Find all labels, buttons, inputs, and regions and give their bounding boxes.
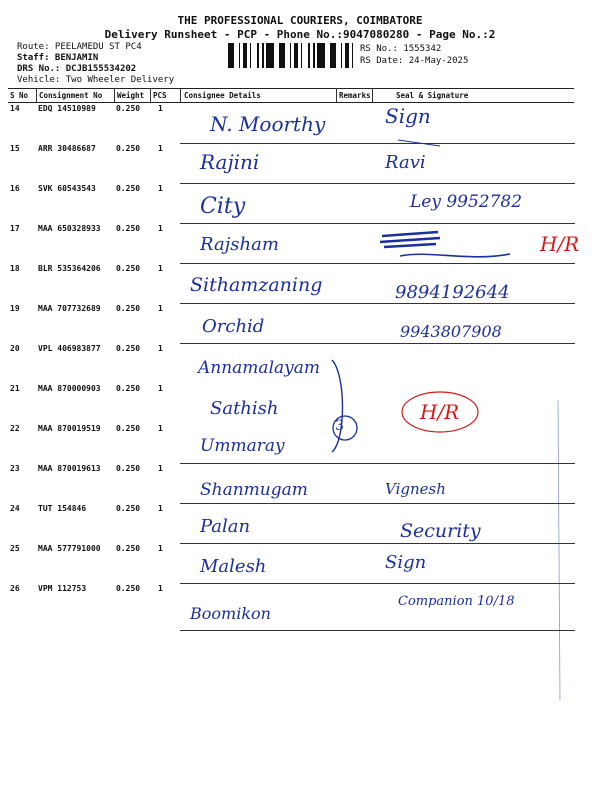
consignment-number: TUT 154846 — [38, 504, 87, 513]
consignee-handwriting: City — [200, 194, 246, 219]
signature-handwriting: Security — [400, 520, 481, 542]
pcs-count: 1 — [158, 224, 163, 233]
consignment-number: MAA 870000903 — [38, 384, 101, 393]
rs-number: RS No.: 1555342 — [360, 44, 442, 54]
company-title: THE PROFESSIONAL COURIERS, COIMBATORE — [177, 14, 423, 27]
pcs-count: 1 — [158, 184, 163, 193]
pcs-count: 1 — [158, 424, 163, 433]
col-consignment: Consignment No — [39, 91, 103, 100]
remark-red-mark: H/R — [540, 232, 580, 256]
weight-value: 0.250 — [116, 144, 141, 153]
signature-handwriting: Companion 10/18 — [398, 594, 515, 609]
consignee-handwriting: N. Moorthy — [210, 112, 326, 136]
consignment-number: SVK 60543543 — [38, 184, 96, 193]
serial-number: 25 — [10, 544, 20, 553]
consignee-handwriting: Boomikon — [190, 604, 271, 623]
pcs-count: 1 — [158, 544, 163, 553]
weight-value: 0.250 — [116, 424, 141, 433]
weight-value: 0.250 — [116, 464, 141, 473]
consignment-number: BLR 535364206 — [38, 264, 101, 273]
consignment-number: ARR 30486687 — [38, 144, 96, 153]
col-remarks: Remarks — [339, 91, 371, 100]
pcs-count: 1 — [158, 264, 163, 273]
weight-value: 0.250 — [116, 344, 141, 353]
consignee-handwriting: Annamalayam — [198, 358, 320, 378]
consignment-number: MAA 650328933 — [38, 224, 101, 233]
serial-number: 16 — [10, 184, 20, 193]
consignment-number: VPL 406983877 — [38, 344, 101, 353]
pcs-count: 1 — [158, 504, 163, 513]
pcs-count: 1 — [158, 464, 163, 473]
signature-handwriting: Ley 9952782 — [410, 192, 523, 212]
signature-handwriting: Sign — [385, 552, 427, 573]
serial-number: 24 — [10, 504, 20, 513]
consignee-handwriting: Shanmugam — [200, 480, 308, 500]
consignee-handwriting: Rajsham — [200, 234, 279, 255]
col-pcs: PCS — [153, 91, 167, 100]
weight-value: 0.250 — [116, 224, 141, 233]
signature-handwriting: Vignesh — [385, 480, 446, 498]
consignee-handwriting: Sathish — [210, 398, 279, 419]
serial-number: 20 — [10, 344, 20, 353]
consignment-number: MAA 707732689 — [38, 304, 101, 313]
remark-red-mark: H/R — [420, 400, 460, 424]
col-seal-signature: Seal & Signature — [396, 91, 469, 100]
serial-number: 21 — [10, 384, 20, 393]
weight-value: 0.250 — [116, 504, 141, 513]
rs-date: RS Date: 24-May-2025 — [360, 56, 469, 66]
bracket-count: 3 — [335, 418, 344, 434]
consignee-handwriting: Rajini — [200, 150, 260, 174]
serial-number: 18 — [10, 264, 20, 273]
consignee-handwriting: Palan — [200, 516, 251, 537]
weight-value: 0.250 — [116, 264, 141, 273]
staff-label: Staff: BENJAMIN — [17, 53, 99, 63]
serial-number: 22 — [10, 424, 20, 433]
pcs-count: 1 — [158, 384, 163, 393]
signature-handwriting: Ravi — [385, 152, 426, 173]
signature-handwriting: 9894192644 — [395, 282, 510, 303]
pcs-count: 1 — [158, 344, 163, 353]
route-label: Route: PEELAMEDU ST PC4 — [17, 42, 142, 52]
consignment-number: MAA 870019613 — [38, 464, 101, 473]
consignee-handwriting: Ummaray — [200, 436, 285, 456]
consignment-number: VPM 112753 — [38, 584, 87, 593]
consignment-number: MAA 577791000 — [38, 544, 101, 553]
col-sno: S No — [10, 91, 29, 100]
signature-handwriting: 9943807908 — [400, 322, 502, 341]
col-consignee: Consignee Details — [184, 91, 261, 100]
weight-value: 0.250 — [116, 384, 141, 393]
pcs-count: 1 — [158, 144, 163, 153]
consignee-handwriting: Orchid — [202, 316, 265, 337]
pcs-count: 1 — [158, 584, 163, 593]
vehicle-label: Vehicle: Two Wheeler Delivery — [17, 75, 175, 85]
drs-label: DRS No.: DCJB155534202 — [17, 64, 137, 74]
serial-number: 17 — [10, 224, 20, 233]
weight-value: 0.250 — [116, 544, 141, 553]
signature-handwriting: Sign — [385, 104, 431, 128]
col-weight: Weight — [117, 91, 145, 100]
serial-number: 23 — [10, 464, 20, 473]
weight-value: 0.250 — [116, 184, 141, 193]
weight-value: 0.250 — [116, 104, 141, 113]
consignment-number: MAA 870019519 — [38, 424, 101, 433]
weight-value: 0.250 — [116, 584, 141, 593]
serial-number: 19 — [10, 304, 20, 313]
consignee-handwriting: Sithamzaning — [190, 274, 323, 296]
pcs-count: 1 — [158, 304, 163, 313]
weight-value: 0.250 — [116, 304, 141, 313]
serial-number: 26 — [10, 584, 20, 593]
runsheet-title: Delivery Runsheet - PCP - Phone No.:9047080280 - Page No.:2 — [104, 28, 496, 41]
serial-number: 14 — [10, 104, 20, 113]
serial-number: 15 — [10, 144, 20, 153]
consignee-handwriting: Malesh — [200, 556, 267, 577]
consignment-number: EDQ 14510989 — [38, 104, 96, 113]
pcs-count: 1 — [158, 104, 163, 113]
